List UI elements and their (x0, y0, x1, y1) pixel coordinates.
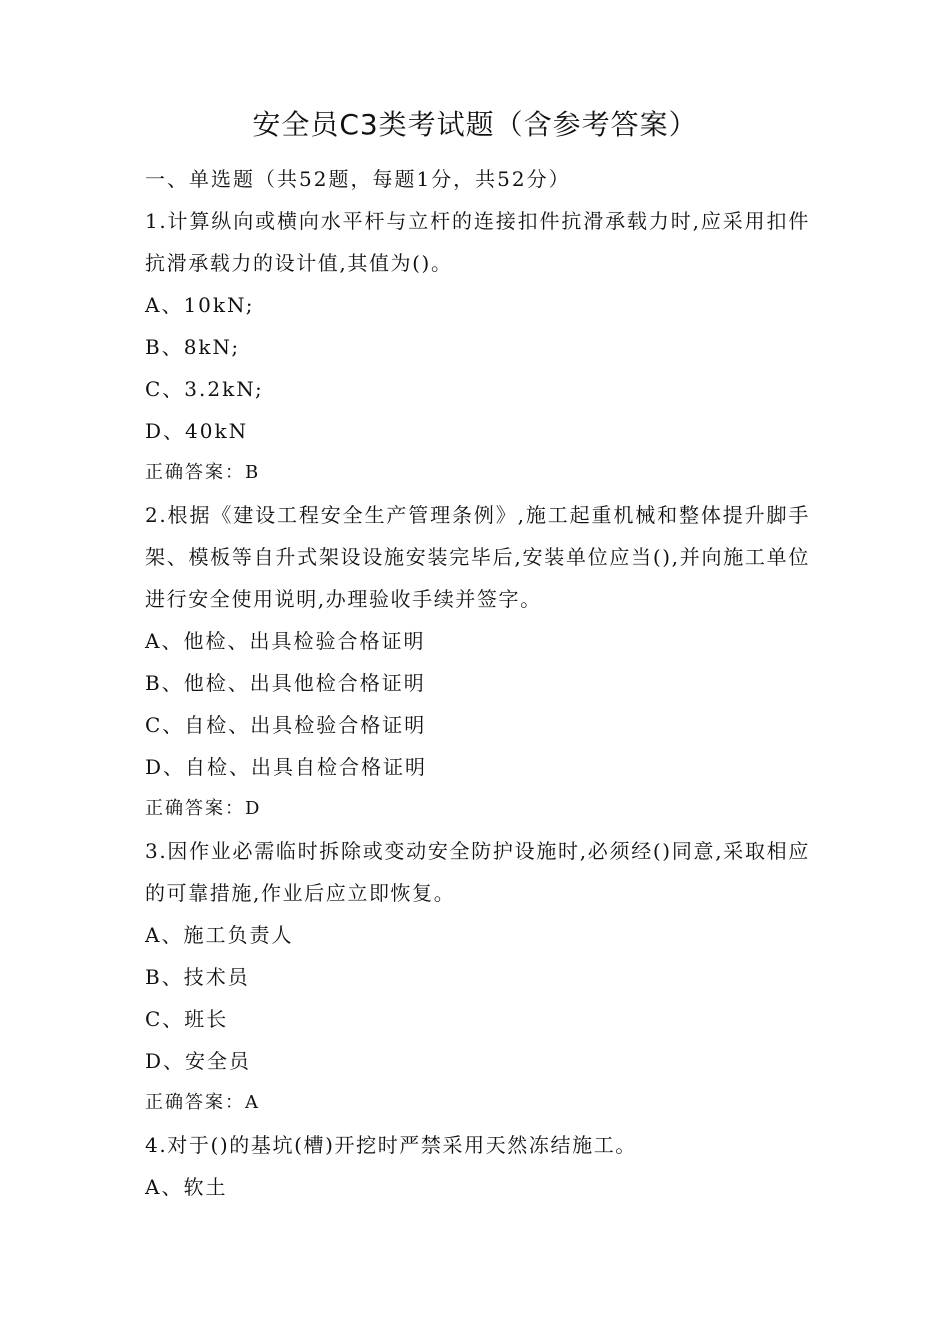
correct-answer: 正确答案：D (145, 798, 262, 819)
question-2 (145, 494, 810, 830)
question-stem: 2.根据《建设工程安全生产管理条例》,施工起重机械和整体提升脚手架、模板等自升式架设设施安装完毕后,安装单位应当(),并向施工单位进行安全使用说明,办理验收手续并签字。 (145, 503, 810, 611)
option-d: D、自检、出具自检合格证明 (145, 755, 428, 779)
question-1 (145, 200, 810, 494)
option-b: B、技术员 (145, 965, 250, 989)
option-a: A、软土 (145, 1175, 228, 1199)
option-d: D、40kN (145, 419, 249, 443)
option-a: A、施工负责人 (145, 923, 294, 947)
option-c: C、班长 (145, 1007, 229, 1031)
document-title: 安全员C3类考试题（含参考答案） (252, 108, 698, 141)
option-d: D、安全员 (145, 1049, 252, 1073)
option-c: C、自检、出具检验合格证明 (145, 713, 427, 737)
question-stem: 3.因作业必需临时拆除或变动安全防护设施时,必须经()同意,采取相应的可靠措施,作业后应立即恢复。 (145, 839, 810, 905)
option-c: C、3.2kN; (145, 377, 264, 401)
option-a: A、他检、出具检验合格证明 (145, 629, 426, 653)
correct-answer: 正确答案：A (145, 1092, 260, 1113)
question-3 (145, 830, 810, 1124)
document-body (145, 158, 810, 1208)
question-4 (145, 1124, 810, 1208)
question-stem: 4.对于()的基坑(槽)开挖时严禁采用天然冻结施工。 (145, 1133, 637, 1157)
section-heading: 一、单选题（共52题，每题1分，共52分） (145, 167, 571, 191)
question-stem: 1.计算纵向或横向水平杆与立杆的连接扣件抗滑承载力时,应采用扣件抗滑承载力的设计值,其值为()。 (145, 209, 810, 275)
option-b: B、他检、出具他检合格证明 (145, 671, 426, 695)
option-b: B、8kN; (145, 335, 241, 359)
option-a: A、10kN; (145, 293, 255, 317)
correct-answer: 正确答案：B (145, 462, 261, 483)
